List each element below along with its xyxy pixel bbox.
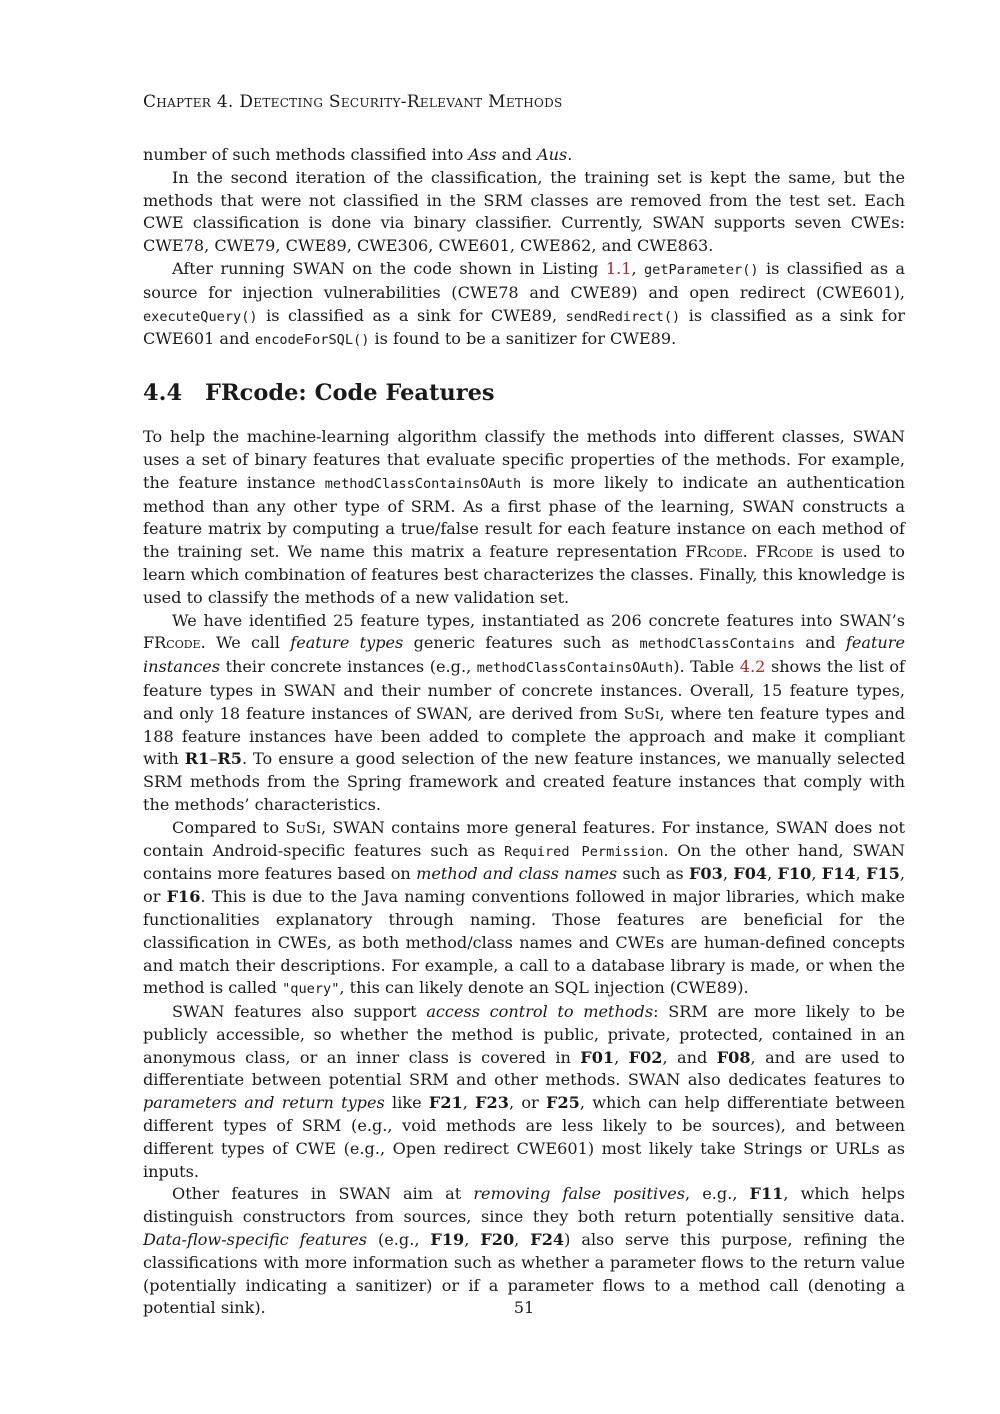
paragraph-intro <box>143 426 905 609</box>
text: , <box>631 258 644 278</box>
code-method: executeQuery() <box>143 308 258 325</box>
text: shows the list of feature types in SWAN and their number of concrete instances. Overall, 15 feature types, and only 18 feature instances of SWAN, are derived from <box>143 657 905 723</box>
text: We have identified 25 feature types, instantiated as 206 concrete features into SWAN’s <box>172 610 905 630</box>
table-reference-link[interactable]: 4.2 <box>739 657 766 677</box>
text: , e.g., <box>685 1184 750 1204</box>
text: , where ten feature types and 188 feature instances have been added to complete the approach and make it compliant with <box>143 703 906 769</box>
paragraph-compared <box>143 817 905 1001</box>
feature-label: F19 <box>430 1230 465 1250</box>
text: and <box>795 633 846 653</box>
susi-name: S <box>644 703 656 723</box>
emphasis: method and class names <box>416 864 618 884</box>
feature-label: F24 <box>530 1230 565 1250</box>
code-method: encodeForSQL() <box>254 332 370 349</box>
code-feature: methodClassContains <box>639 636 796 653</box>
text: . On the other hand, SWAN contains more features based on <box>143 840 906 884</box>
feature-label: F25 <box>546 1093 580 1113</box>
feature-label: F04 <box>733 864 768 884</box>
paragraph-after-running <box>143 258 905 352</box>
text: , SWAN contains more general features. For instance, SWAN does not contain Android-specific features such as <box>143 817 906 860</box>
feature-label: F20 <box>480 1230 515 1250</box>
frcode-prefix: FR <box>143 633 167 653</box>
text: Other features in SWAN aim at <box>172 1184 474 1204</box>
text: . We call <box>200 633 291 653</box>
susi-name: i <box>316 817 322 837</box>
paragraph-identified <box>143 610 905 817</box>
page-number: 51 <box>513 1298 535 1317</box>
requirement-label: R5 <box>217 749 242 769</box>
feature-label: F21 <box>428 1093 463 1113</box>
susi-name: S <box>305 817 317 837</box>
text: is found to be a sanitizer for CWE89. <box>369 329 677 349</box>
text: – <box>209 749 218 769</box>
emphasis: Data-flow-specific features <box>143 1230 367 1250</box>
code-feature: methodClassContainsOAuth <box>324 475 522 492</box>
emphasis: feature types <box>290 633 404 653</box>
text: . <box>742 542 756 562</box>
frcode-prefix: FR <box>755 542 779 562</box>
feature-label: F01 <box>580 1047 615 1067</box>
code-method: getParameter() <box>644 261 759 278</box>
text: is classified as a source for injection vulnerabilities (CWE78 and CWE89) and open redirect (CWE601), <box>143 258 905 302</box>
text: , <box>464 1230 481 1250</box>
feature-label: F11 <box>749 1184 784 1204</box>
frcode-prefix: FR <box>685 542 709 562</box>
text: such as <box>617 864 689 884</box>
text: , this can likely denote an SQL injection (CWE89). <box>339 978 749 998</box>
listing-reference-link[interactable]: 1.1 <box>605 258 632 278</box>
feature-label: F15 <box>866 864 900 884</box>
text: like <box>384 1093 429 1113</box>
emphasis: feature instances <box>143 633 906 677</box>
susi-name: S <box>285 817 297 837</box>
class-name-ass: Ass <box>468 145 497 164</box>
text: , <box>855 864 867 884</box>
body-text <box>143 144 905 1320</box>
text: To help the machine-learning algorithm classify the methods into different classes, SWAN uses a set of binary features that evaluate specific properties of the methods. For example, the feature instance <box>143 427 905 492</box>
paragraph-continued <box>143 144 905 167</box>
frcode-suffix: code <box>778 542 814 562</box>
text: (e.g., <box>367 1230 431 1250</box>
section-number: 4.4 <box>143 380 183 407</box>
text: , <box>767 864 778 884</box>
text: , which can help differentiate between different types of SRM (e.g., void methods are less likely to be sources), and between different types of CWE (e.g., Open redirect CWE601) most likely take Strings or URLs as inputs. <box>143 1093 905 1181</box>
text: . This is due to the Java naming conventions followed in major libraries, which make functionalities explanatory through naming. Those features are beneficial for the classification in CWEs, as both method/class names and CWEs are human-defined concepts and match their descriptions. For example, a call to a database library is made, or when the method is called <box>143 887 905 998</box>
text: their concrete instances (e.g., <box>220 657 477 677</box>
emphasis: parameters and return types <box>143 1093 385 1113</box>
feature-label: F02 <box>628 1047 663 1067</box>
text: is classified as a sink for CWE89, <box>257 305 566 325</box>
text: is used to learn which combination of features best characterizes the classes. Finally, this knowledge is used to classify the methods of a new validation set. <box>143 542 905 607</box>
frcode-suffix: code <box>166 633 201 653</box>
feature-label: F08 <box>716 1047 751 1067</box>
feature-label: F10 <box>777 864 812 884</box>
emphasis: access control to methods <box>426 1002 654 1022</box>
susi-name: u <box>296 817 306 837</box>
text: , <box>811 864 822 884</box>
paragraph-access-control <box>143 1001 905 1183</box>
feature-label: F16 <box>166 887 201 907</box>
text: is classified as a sink for CWE601 and <box>143 305 905 349</box>
code-feature: methodClassContainsOAuth <box>476 660 674 677</box>
code-method: sendRedirect() <box>565 308 681 325</box>
text: , or <box>143 864 906 907</box>
text: , and are used to differentiate between potential SRM and other methods. SWAN also dedicates features to <box>143 1047 905 1090</box>
section-title: FRcode: Code Features <box>205 380 495 407</box>
feature-label: F14 <box>821 864 856 884</box>
susi-name: u <box>634 703 645 723</box>
text: generic features such as <box>403 633 640 653</box>
text: : SRM are more likely to be publicly accessible, so whether the method is public, private, protected, contained in an anonymous class, or an inner class is covered in <box>143 1002 905 1067</box>
text: . <box>567 145 573 164</box>
text: ) also serve this purpose, refining the classifications with more information such as whether a parameter flows to the return value (potentially indicating a sanitizer) or if a parameter flows to a method call (denoting a potential sink). <box>143 1230 906 1318</box>
frcode-suffix: code <box>708 542 743 562</box>
text: , or <box>508 1093 547 1113</box>
text: . To ensure a good selection of the new feature instances, we manually selected SRM methods from the Spring framework and created feature instances that comply with the methods’ characteristics. <box>143 749 905 814</box>
code-string: "query" <box>282 981 340 998</box>
section-heading <box>143 378 905 408</box>
text: , <box>614 1047 629 1067</box>
text: number of such methods classified into <box>143 145 469 164</box>
text: , <box>514 1230 531 1250</box>
code-feature: Required Permission <box>504 843 664 860</box>
emphasis: removing false positives <box>473 1184 686 1204</box>
text: After running SWAN on the code shown in Listing <box>172 258 606 278</box>
text: , which helps distinguish constructors from sources, since they both return potentially sensitive data. <box>143 1184 905 1227</box>
feature-label: F23 <box>475 1093 509 1113</box>
text: ). Table <box>673 657 740 677</box>
text: , and <box>662 1047 717 1067</box>
text: , <box>462 1093 476 1113</box>
class-name-aus: Aus <box>537 145 568 164</box>
running-head: Chapter 4. Detecting Security-Relevant Methods <box>143 92 563 112</box>
text: and <box>496 145 538 164</box>
susi-name: i <box>655 703 660 723</box>
text: , <box>722 864 734 884</box>
text: SWAN features also support <box>172 1002 427 1022</box>
text: Compared to <box>172 817 286 837</box>
text: is more likely to indicate an authentication method than any other type of SRM. As a first phase of the learning, SWAN constructs a feature matrix by computing a true/false result for each feature instance on each method of the training set. We name this matrix a feature representation <box>143 472 905 562</box>
requirement-label: R1 <box>184 749 210 769</box>
susi-name: S <box>623 703 635 723</box>
feature-label: F03 <box>689 864 723 884</box>
paragraph-second-iteration: In the second iteration of the classification, the training set is kept the same, but the methods that were not classified in the SRM classes are removed from the test set. Each CWE classification is done via binary classifier. Currently, SWAN supports seven CWEs: CWE78, CWE79, CWE89, CWE306, CWE601, CWE862, and CWE863. <box>143 167 905 256</box>
